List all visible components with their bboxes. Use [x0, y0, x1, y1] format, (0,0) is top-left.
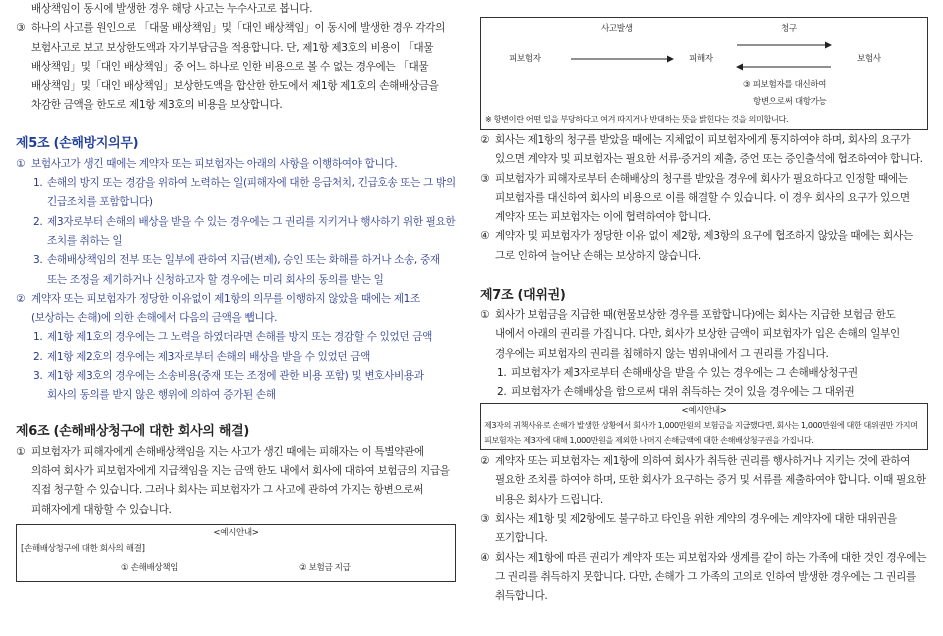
clause-marker: ②: [480, 134, 490, 146]
item-number: 3.: [33, 254, 43, 267]
example-box-title: <예시안내>: [213, 527, 259, 538]
clause-marker: ④: [480, 551, 490, 564]
clause-marker: ②: [16, 292, 26, 305]
clause-text: 회사는 제1항에 따른 권리가 계약자 또는 피보험자와 생계를 같이 하는 가족에 대한 것인 경우에는 그 권리를 취득하지 못합니다. 다만, 손해가 그 가족의 고의로 인하여 발생한 경우에는 그 권리를 취득합니다.: [495, 551, 927, 603]
clause-marker: ③: [16, 22, 26, 35]
art6-clause-2: [480, 131, 928, 170]
clause-3: [16, 19, 456, 115]
clause-text: 계약자 및 피보험자가 정당한 이유 없이 제2항, 제3항의 요구에 협조하지 않았을 때에는 회사는 그로 인하여 늘어난 손해는 보상하지 않습니다.: [495, 230, 913, 262]
clause-marker: ①: [480, 309, 490, 322]
art6-clause-4: [480, 227, 928, 266]
art7-clause-2: [480, 452, 928, 510]
example-box-title: <예시안내>: [681, 405, 727, 416]
item-number: 1.: [33, 331, 43, 344]
claim-flow-diagram: [480, 17, 928, 130]
clause-text: 보험사고가 생긴 때에는 계약자 또는 피보험자는 아래의 사항을 이행하여야 합니다.: [31, 157, 398, 170]
list-item: [480, 364, 928, 383]
item-number: 1.: [497, 366, 507, 379]
article-5-title: 제5조 (손해방지의무): [16, 135, 139, 151]
item-number: 2.: [33, 350, 43, 363]
node-insured: 피보험자: [509, 54, 541, 64]
item-number: 3.: [33, 370, 43, 383]
item-text: 피보험자가 손해배상을 함으로써 대위 취득하는 것이 있을 경우에는 그 대위권: [511, 386, 855, 399]
list-item: [16, 328, 456, 347]
right-column: [480, 0, 928, 606]
article-6-title: 제6조 (손해배상청구에 대한 회사의 해결): [16, 423, 250, 439]
list-item: [16, 348, 456, 367]
item-text: 손해의 방지 또는 경감을 위하여 노력하는 일(피해자에 대한 응급처치, 긴급호송 또는 그 밖의 긴급조치를 포함합니다): [47, 177, 456, 209]
item-number: 1.: [33, 177, 43, 190]
clause-text: 하나의 사고를 원인으로 「대물 배상책임」및「대인 배상책임」이 동시에 발생한 경우 각각의 보험사고로 보고 보상한도액과 자기부담금을 적용합니다. 단, 제1항 제3호의 비용이 「대물 배상책임」및「대인 배상책임」중 어느 하나로 인한 비용으로 볼 수 없는 경우에는 「대물 배상책임」및「대인 배상책임」보상한도액을 합산한 한도에서 제1항 제1호의 손해배상금을 차감한 금액을 한도로 제1항 제3호의 비용을 보상합니다.: [31, 22, 446, 112]
clause-text: 회사는 제1항 및 제2항에도 불구하고 타인을 위한 계약의 경우에는 계약자에 대한 대위권을 포기합니다.: [495, 512, 897, 545]
example-box: [16, 524, 456, 582]
item-text: 피보험자가 제3자로부터 손해배상을 받을 수 있는 경우에는 그 손해배상청구권: [511, 366, 858, 379]
art7-clause-4: [480, 549, 928, 607]
item-text: 제1항 제2호의 경우에는 제3자로부터 손해의 배상을 받을 수 있었던 금액: [47, 350, 371, 363]
item-text: 제1항 제3호의 경우에는 소송비용(중재 또는 조정에 관한 비용 포함) 및 변호사비용과 회사의 동의를 받지 않은 행위에 의하여 증가된 손해: [47, 370, 424, 402]
example-box-text: 제3자의 귀책사유로 손해가 발생한 상황에서 회사가 1,000만원의 보험금을 지급했다면, 회사는 1,000만원에 대한 대위권만 가지며 피보험자는 제3자에 대해 1,000만원을 제외한 나머지 손해금액에 대한 손해배상청구권을 가집니다.: [484, 420, 918, 446]
diagram-footnote: ※ 항변이란 어떤 일을 부당하다고 여겨 따지거나 반대하는 뜻을 밝힌다는 것을 의미합니다.: [485, 114, 789, 124]
art7-clause-3: [480, 510, 928, 549]
art5-clause-2: [16, 290, 456, 329]
clause-marker: ①: [16, 445, 26, 458]
list-item: [480, 383, 928, 402]
clause-marker: ③: [480, 512, 490, 525]
clause-text: 피보험자가 피해자에게 손해배상책임을 지는 사고가 생긴 때에는 피해자는 이 특별약관에 의하여 회사가 피보험자에게 지급책임을 지는 금액 한도 내에서 회사에 대하여 보험금의 지급을 직접 청구할 수 있습니다. 그러나 회사는 피보험자가 그 사고에 관하여 가지는 항변으로써 피해자에게 대항할 수 있습니다.: [31, 445, 450, 516]
clause-marker: ②: [480, 455, 490, 468]
list-item: [16, 251, 456, 290]
diagram-note: ③ 피보험자를 대신하여: [743, 80, 827, 90]
list-item: [16, 174, 456, 213]
diagram-note: 항변으로써 대항가능: [753, 97, 827, 107]
clause-marker: ③: [480, 172, 490, 185]
clause-text: 회사는 제1항의 청구를 받았을 때에는 지체없이 피보험자에게 통지하여야 하며, 회사의 요구가 있으면 계약자 및 피보험자는 필요한 서류·증거의 제출, 증언 또는 증인출석에 협조하여야 합니다.: [495, 134, 923, 166]
left-column: [16, 0, 456, 582]
item-text: 제3자로부터 손해의 배상을 받을 수 있는 경우에는 그 권리를 지키거나 행사하기 위한 필요한 조치를 취하는 일: [47, 215, 456, 247]
art6-clause-3: [480, 170, 928, 228]
clause-text: 회사가 보험금을 지급한 때(현물보상한 경우를 포함합니다)에는 회사는 지급한 보험금 한도 내에서 아래의 권리를 가집니다. 다만, 회사가 보상한 금액이 피보험자가 입은 손해의 일부인 경우에는 피보험자의 권리를 침해하지 않는 범위내에서 그 권리를 가집니다.: [495, 309, 900, 360]
item-number: 2.: [497, 386, 507, 399]
node-victim: 피해자: [689, 54, 713, 64]
art5-clause-1: [16, 155, 456, 174]
clause-marker: ①: [16, 157, 26, 170]
item-text: 제1항 제1호의 경우에는 그 노력을 하였더라면 손해를 방지 또는 경감할 수 있었던 금액: [47, 331, 433, 344]
list-item: [16, 213, 456, 252]
clause-marker: ④: [480, 230, 490, 243]
art7-clause-1: [480, 306, 928, 364]
subrogation-example-box: [480, 403, 928, 451]
clause-text: 피보험자가 피해자로부터 손해배상의 청구를 받았을 경우에 회사가 필요하다고 인정할 때에는 피보험자를 대신하여 회사의 비용으로 이를 해결할 수 있습니다. 이 경우 회사의 요구가 있으면 계약자 또는 피보험자는 이에 협력하여야 합니다.: [495, 172, 910, 224]
paragraph-continuation: 배상책임이 동시에 발생한 경우 해당 사고는 누수사고로 봅니다.: [31, 3, 313, 15]
art6-clause-1: [16, 443, 456, 520]
clause-text: 계약자 또는 피보험자는 제1항에 의하여 회사가 취득한 권리를 행사하거나 지키는 것에 관하여 필요한 조치를 하여야 하며, 또한 회사가 요구하는 증거 및 서류를 제출하여야 합니다. 이때 필요한 비용은 회사가 드립니다.: [495, 455, 926, 506]
example-box-item: ① 손해배상책임: [121, 562, 179, 573]
example-box-item: ② 보험금 지급: [299, 562, 351, 573]
node-insurer: 보험사: [857, 54, 881, 64]
clause-text: 계약자 또는 피보험자가 정당한 이유없이 제1항의 의무를 이행하지 않았을 때에는 제1조(보상하는 손해)에 의한 손해에서 다음의 금액을 뺍니다.: [31, 292, 420, 325]
list-item: [16, 367, 456, 406]
label-accident: 사고발생: [601, 24, 633, 34]
label-claim: 청구: [781, 24, 797, 34]
example-box-heading: [손해배상청구에 대한 회사의 해결]: [21, 543, 145, 554]
item-text: 손해배상책임의 전부 또는 일부에 관하여 지급(변제), 승인 또는 화해를 하거나 소송, 중재 또는 조정을 제기하거나 신청하고자 할 경우에는 미리 회사의 동의를 받는 일: [47, 254, 440, 286]
article-7-title: 제7조 (대위권): [480, 288, 566, 304]
item-number: 2.: [33, 215, 43, 228]
